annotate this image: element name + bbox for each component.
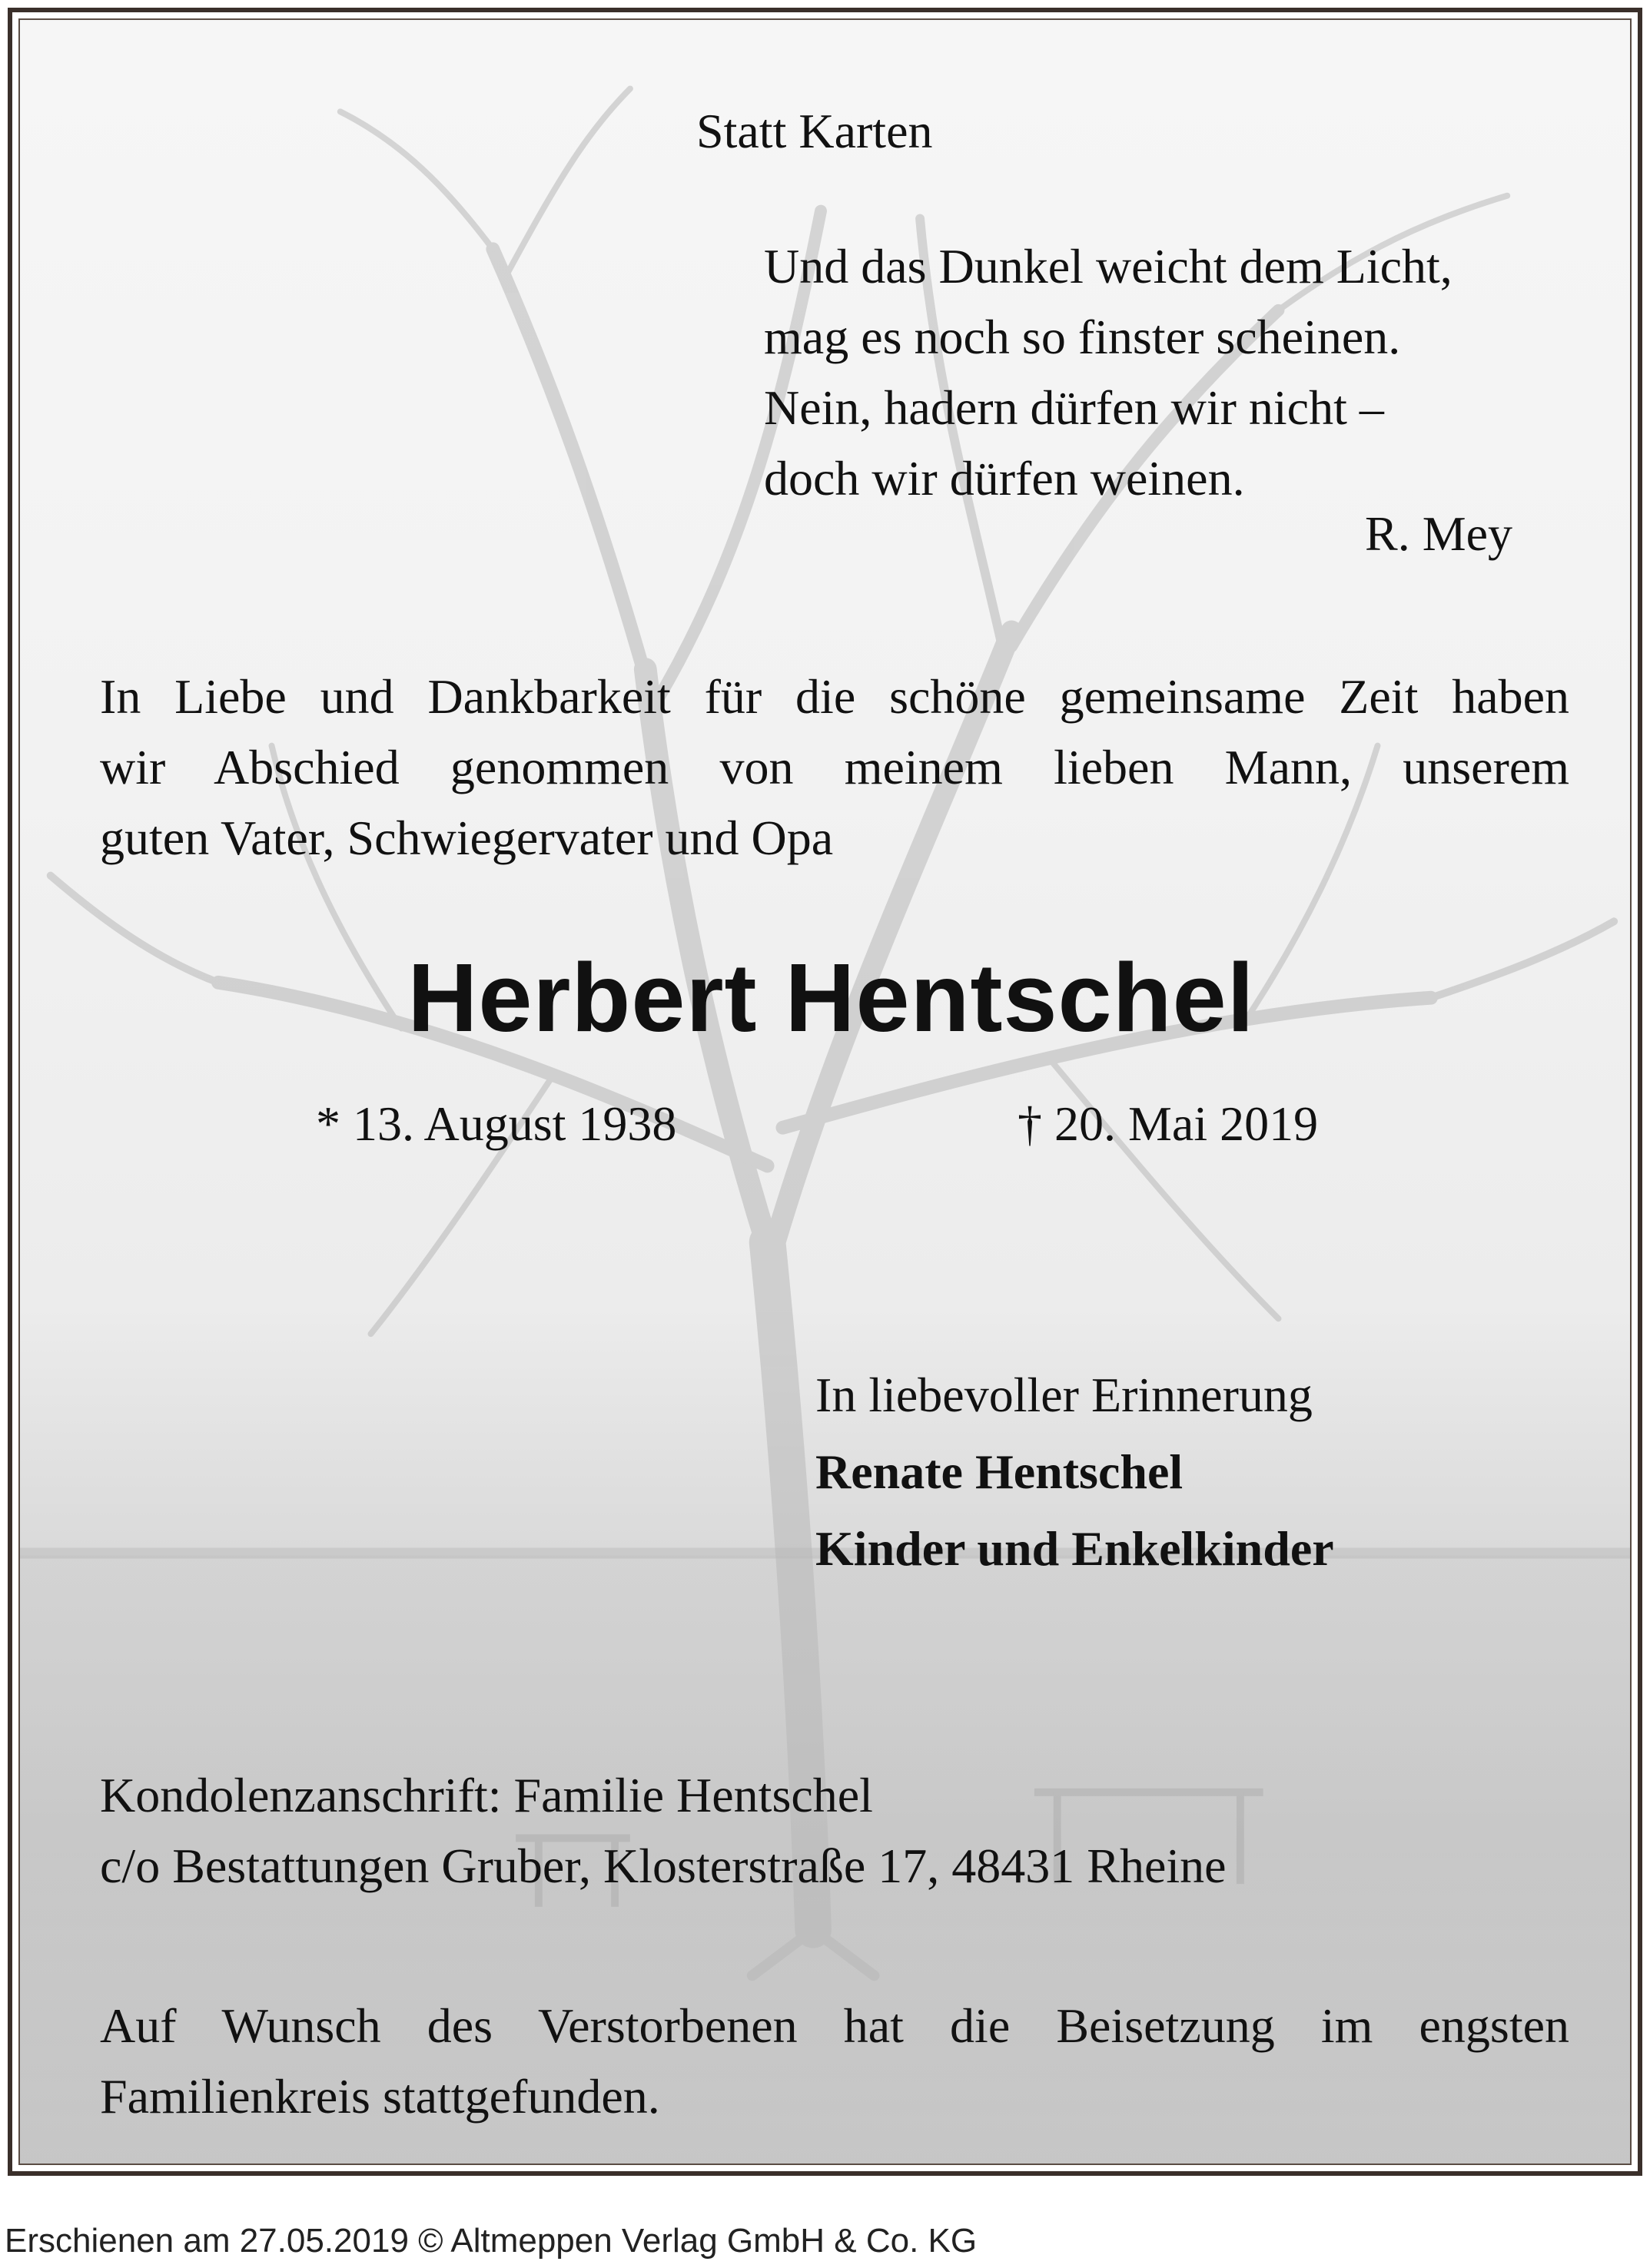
poem-line: Und das Dunkel weicht dem Licht, <box>764 239 1452 293</box>
poem-line: doch wir dürfen weinen. <box>764 451 1245 506</box>
obituary-panel <box>18 18 1632 2165</box>
poem-line: mag es noch so finster scheinen. <box>764 310 1401 364</box>
poem-line: Nein, hadern dürfen wir nicht – <box>764 380 1384 435</box>
poem-author: R. Mey <box>1365 506 1512 561</box>
mourner-name: Renate Hentschel <box>815 1444 1184 1499</box>
statt-karten-heading: Statt Karten <box>696 104 933 158</box>
publication-footer: Erschienen am 27.05.2019 © Altmeppen Verlag GmbH & Co. KG <box>5 2222 978 2260</box>
mourner-name: Kinder und Enkelkinder <box>815 1521 1334 1576</box>
memory-line: In liebevoller Erinnerung <box>815 1368 1313 1422</box>
birth-date: * 13. August 1938 <box>316 1096 677 1151</box>
memory-block <box>815 1357 1334 1587</box>
obituary-frame <box>8 8 1642 2176</box>
funeral-note-line: Familienkreis stattgefunden. <box>100 2069 660 2124</box>
poem <box>764 231 1452 514</box>
intro-line: wir Abschied genommen von meinem lieben Mann, unserem <box>100 740 1569 794</box>
death-date: † 20. Mai 2019 <box>1018 1096 1319 1151</box>
funeral-note <box>100 1991 1569 2132</box>
condolence-line: c/o Bestattungen Gruber, Klosterstraße 17, 48431 Rheine <box>100 1839 1227 1893</box>
condolence-address <box>100 1760 1227 1902</box>
funeral-note-line: Auf Wunsch des Verstorbenen hat die Beisetzung im engsten <box>100 1998 1569 2053</box>
intro-line: In Liebe und Dankbarkeit für die schöne gemeinsame Zeit haben <box>100 669 1569 724</box>
intro-text <box>100 662 1569 874</box>
intro-line: guten Vater, Schwiegervater und Opa <box>100 811 834 865</box>
condolence-line: Kondolenzanschrift: Familie Hentschel <box>100 1768 873 1822</box>
deceased-name: Herbert Hentschel <box>407 943 1255 1052</box>
